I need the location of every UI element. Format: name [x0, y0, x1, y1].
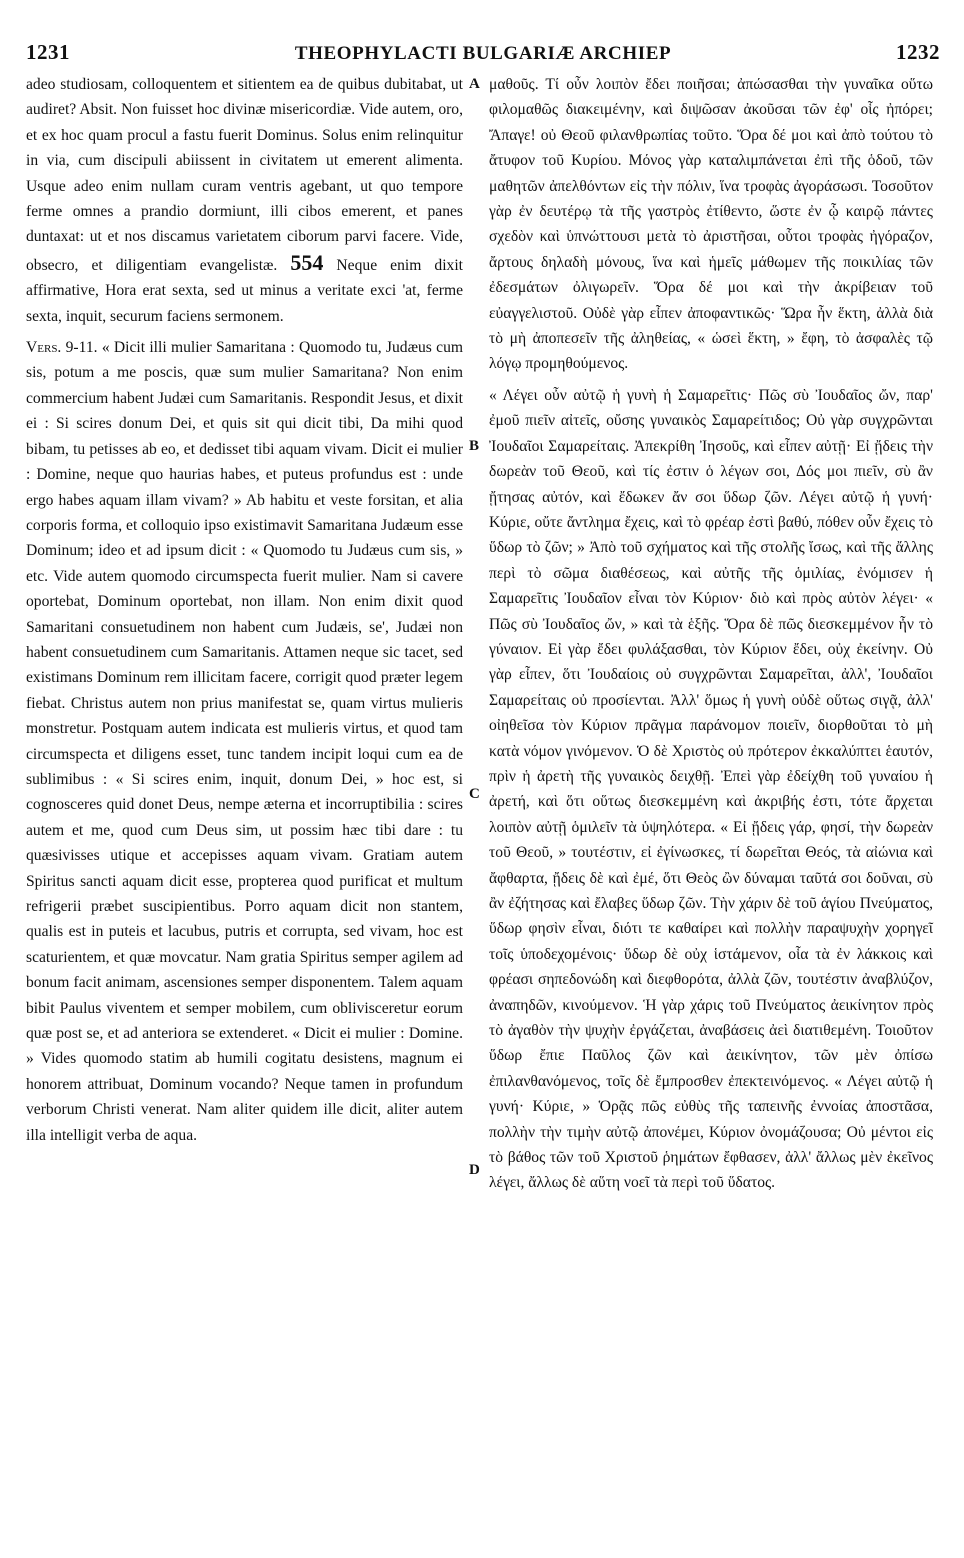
- greek-column: [489, 72, 933, 1196]
- column-number: 554: [290, 249, 324, 275]
- latin-column: [26, 72, 463, 1148]
- latin-paragraph-1: [26, 72, 463, 329]
- section-marker-a: A: [469, 76, 480, 92]
- section-marker-c: C: [469, 786, 480, 802]
- latin-paragraph-1-text: adeo studiosam, colloquentem et sitientem ea de quibus dubitabat, ut audiret? Absit. Non fuisset hoc divinæ misericordiæ. Vide autem, oro, et ex hoc quam procul a fastu fuerit Dominus. Solus enim relinquitur in via, cum discipuli abiissent in civitatem ut emerent alimenta. Usque adeo enim nullam curam ventris agebant, ut quo tempore ferme omnes a prandio dormiunt, illi cibos emerent, et panes duntaxat: ut et nos discamus varietatem ciborum parvi facere. Vide, obsecro, et diligentiam evangelistæ.: [26, 76, 463, 274]
- section-marker-b: B: [469, 438, 480, 454]
- running-title: THEOPHYLACTI BULGARIÆ ARCHIEP: [294, 43, 672, 64]
- section-marker-d: D: [469, 1162, 480, 1178]
- greek-paragraph-2: « Λέγει οὖν αὐτῷ ἡ γυνὴ ἡ Σαμαρεῖτις· Πῶς σὺ Ἰουδαῖος ὤν, παρ' ἐμοῦ πιεῖν αἰτεῖς, οὔσης γυναικὸς Σαμαρείτιδος; Οὐ γὰρ συγχρῶνται Ἰουδαῖοι Σαμαρείταις. Ἀπεκρίθη Ἰησοῦς, καὶ εἶπεν αὐτῇ· Εἰ ᾔδεις τὴν δωρεὰν τοῦ Θεοῦ, καὶ τίς ἐστιν ὁ λέγων σοι, Δός μοι πιεῖν, σὺ ἂν ᾔτησας αὐτόν, καὶ ἔδωκεν ἄν σοι ὕδωρ ζῶν. Λέγει αὐτῷ ἡ γυνή· Κύριε, οὔτε ἄντλημα ἔχεις, καὶ τὸ φρέαρ ἐστὶ βαθύ, πόθεν οὖν ἔχεις τὸ ὕδωρ τὸ ζῶν; » Ἀπὸ τοῦ σχήματος καὶ τῆς στολῆς ἴσως, καὶ τῆς ἄλλης περὶ τὸ σῶμα διαθέσεως, καὶ αὐτῆς τῆς ὁμιλίας, ἐνόμισεν ἡ Σαμαρεῖτις Ἰουδαῖον εἶναι τὸν Κύριον· διὸ καὶ πρὸς αὐτὸν λέγει· « Πῶς σὺ Ἰουδαῖος ὤν, » καὶ τὰ ἑξῆς. Ὅρα δὲ πῶς διεσκεμμένον ἦν τὸ γύναιον. Εἰ γὰρ ἔδει φυλάξασθαι, τὸν Κύριον ἔδει, οὐχ ἐκείνην. Οὐ γὰρ εἶπεν, ὅτι Ἰουδαίοις οὐ συγχρῶνται Σαμαρεῖται, ἀλλ', Ἰουδαῖοι Σαμαρείταις οὐ προσίενται. Ἀλλ' ὅμως ἡ γυνὴ οὐδὲ οὕτως σιγᾷ, ἀλλ' οἰηθεῖσα τὸν Κύριον πρᾶγμα παράνομον ποιεῖν, διορθοῦται τὸ μὴ κατὰ νόμον γινόμενον. Ὁ δὲ Χριστὸς οὐ πρότερον ἐκκαλύπτει ἑαυτόν, πρὶν ἡ ἀρετὴ τῆς γυναικὸς δειχθῇ. Ἐπεὶ γὰρ ἐδείχθη τοῦ γυναίου ἡ ἀρετή, καὶ ὅτι οὕτως διεσκεμμένη καὶ ἀκριβής ἐστι, τότε ἄρχεται λοιπὸν αὐτῇ ὁμιλεῖν τὰ ὑψηλότερα. « Εἰ ᾔδεις γάρ, φησί, τὴν δωρεὰν τοῦ Θεοῦ, » τουτέστιν, εἰ ἐγίνωσκες, τί δωρεῖται Θεός, τὰ αἰώνια καὶ ἄφθαρτα, ᾔδεις δὲ καὶ ἐμέ, ὅτι Θεὸς ὢν δύναμαι ταῦτά σοι δοῦναι, σὺ ἂν ἐζήτησας καὶ ἔλαβες ὕδωρ ζῶν. Τὴν χάριν δὲ τοῦ ἁγίου Πνεύματος, ὕδωρ φησὶν εἶναι, διότι τε καθαίρει καὶ πολλὴν παραψυχὴν χορηγεῖ τοῖς ὑποδεχομένοις· ὕδωρ δὲ οὐχ ἱστάμενον, οἷα τὰ ἐν λάκκοις καὶ φρέασι σηπεδονώδη καὶ διεφθορότα, ἀλλὰ ζῶν, τουτέστιν ἀναβλύζον, ἀναπηδῶν, κινούμενον. Ἡ γὰρ χάρις τοῦ Πνεύματος ἀεικίνητον πρὸς τὸ ἀγαθὸν τὴν ψυχὴν ἐργάζεται, ἀναβάσεις ἀεὶ διατιθεμένη. Τοιοῦτον ὕδωρ ἔπιε Παῦλος ζῶν καὶ ἀεικίνητον, τῶν μὲν ὀπίσω ἐπιλανθανόμενος, τοῖς δὲ ἔμπροσθεν ἐπεκτεινόμενος. « Λέγει αὐτῷ ἡ γυνή· Κύριε, » Ὁρᾷς πῶς εὐθὺς τῆς ταπεινῆς ἐννοίας ἀποστᾶσα, πολλὴν τὴν τιμὴν αὐτῷ ἀπονέμει, Κύριον ὀνομάζουσα; Οὐ μέντοι εἰς τὸ βάθος τῶν τοῦ Χριστοῦ ῥημάτων ἔφθασεν, ἀλλ' ἄλλως μὲν ἐκεῖνος λέγει, ἄλλως δὲ αὕτη νοεῖ τὰ περὶ τοῦ ὕδατος.: [489, 386, 933, 1192]
- greek-paragraph-1: μαθοῦς. Τί οὖν λοιπὸν ἔδει ποιῆσαι; ἀπώσασθαι τὴν γυναῖκα οὕτω φιλομαθῶς διακειμένην, καὶ διψῶσαν ἀκοῦσαι τῶν ἐφ' οἷς ἠπόρει; Ἄπαγε! οὐ Θεοῦ φιλανθρωπίας τοῦτο. Ὅρα δέ μοι καὶ ἀπὸ τούτου τὸ ἄτυφον τοῦ Κυρίου. Μόνος γὰρ καταλιμπάνεται ἐπὶ τῆς ὁδοῦ, τῶν μαθητῶν ἀπελθόντων εἰς τὴν πόλιν, ἵνα τροφὰς ἀγοράσωσι. Τοσοῦτον γὰρ ἐν δευτέρῳ τὰ τῆς γαστρὸς ἐτίθεντο, ὥστε ἐν ᾧ καιρῷ πάντες σχεδὸν καὶ ὑπνώττουσι μετὰ τὸ ἀριστῆσαι, οὗτοι τροφὰς ἠγόραζον, ἄρτους δηλαδὴ μόνους, ἵνα καὶ ἡμεῖς μάθωμεν τῆς ποικιλίας τῶν ἐδεσμάτων ὀλιγωρεῖν. Ὅρα δέ μοι καὶ τὴν ἀκρίβειαν τοῦ εὐαγγελιστοῦ. Οὐδὲ γὰρ εἶπεν ἀποφαντικῶς· Ὥρα ἦν ἕκτη, ἀλλὰ διὰ τὸ μὴ ἀποπεσεῖν τῆς ἀληθείας, « ὡσεὶ ἕκτη, » ἔφη, τὸ ἀσφαλὲς τῷ λόγῳ προμηθούμενος.: [489, 76, 933, 373]
- latin-paragraph-1-tail: Neque enim dixit affirmative, Hora erat sexta, sed ut minus a veritate exci 'at, ferme sexta, inquit, securum faciens sermonem.: [26, 256, 463, 325]
- verse-label: Vers. 9-11.: [26, 339, 98, 357]
- page-header: [26, 40, 940, 66]
- right-page-number: 1232: [896, 40, 940, 64]
- left-page-number: 1231: [26, 40, 70, 64]
- latin-paragraph-2: [26, 335, 463, 1148]
- latin-paragraph-2-text: « Dicit illi mulier Samaritana : Quomodo tu, Judæus cum sis, potum a me poscis, quæ sum mulier Samaritana? Non enim commercium habent Judæi cum Samaritanis. Respondit Jesus, et dixit ei : Si scires donum Dei, et quis sit qui dicit tibi, Da mihi quod bibam, tu petisses ab eo, et dedisset tibi aquam vivam. Dicit ei mulier : Domine, neque quo haurias habes, et puteus profundus est : unde ergo habes aquam illam vivam? » Ab habitu et veste forsitan, et alia corporis forma, et colloquio ipso existimavit Samaritana Judæum esse Dominum; ideo et ad ipsum dicit : « Quomodo tu Judæus cum sis, » etc. Vide autem quomodo circumspecta fuerit mulier. Nam si cavere oportebat, Dominum oportebat, non illam. Non enim dixit quod Samaritani consuetudinem non habent cum Judæis, se', Judæi non habent consuetudinem cum Samaritanis. Attamen neque sic tacet, sed existimans Dominum rem illicitam facere, corrigit quod præter legem fiebat. Christus autem non prius manifestat se, quam virtus mulieris monstretur. Postquam autem indicata est mulieris virtus, et quod tam circumspecta et diligens esset, tunc tandem incipit loqui cum ea de sublimibus : « Si scires enim, inquit, donum Dei, » hoc est, si cognosceres quid donet Deus, nempe æterna et incorruptibilia : scires autem et me, quod cum Deus sim, ut possim hæc tibi dare : tu quæsivisses utique et accepisses aquam vivam. Gratiam autem Spiritus sancti aquam dicit esse, propterea quod purificat et multum refrigerii præbet suscipientibus. Porro aquam dicit non stantem, qualis est in puteis et lacubus, putris et corrupta, sed vivam, hoc est scaturientem, et quæ movcatur. Nam gratia Spiritus semper agilem ad bonum facit animam, ascensiones semper disponentem. Talem aquam bibit Paulus viventem et semper mobilem, cum oblivisceretur eorum quæ post se, et ad anteriora se extenderet. « Dicit ei mulier : Domine. » Vides quomodo statim ab humili cogitatu desistens, magnum ei honorem attribuat, Dominum vocando? Neque tamen in profundum verborum Christi venerat. Nam aliter quidem ille dicit, aliter autem illa intelligit verba de aqua.: [26, 339, 463, 1144]
